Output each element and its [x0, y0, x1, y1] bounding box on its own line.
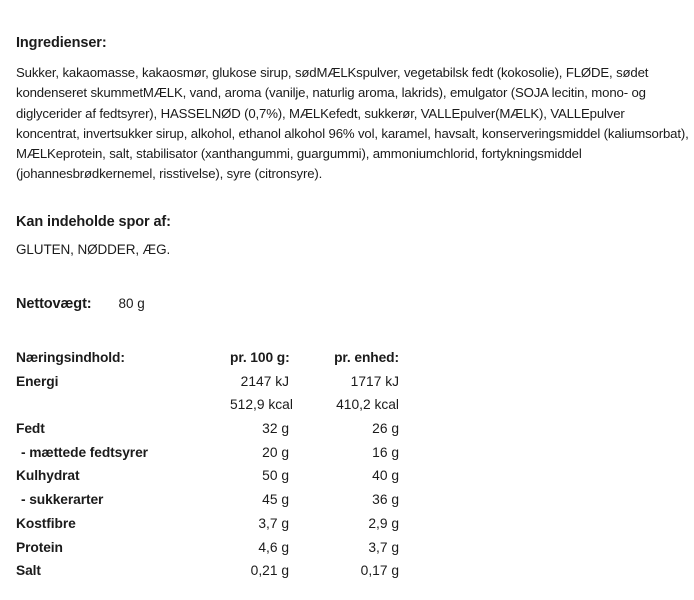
nutrition-row-per100: 32 g: [262, 421, 289, 437]
nutrition-row-label: - sukkerarter: [21, 492, 104, 508]
nutrition-row-per-unit: 26 g: [372, 421, 399, 437]
nutrition-row-label: - mættede fedtsyrer: [21, 444, 148, 460]
net-weight-value: 80 g: [118, 296, 145, 311]
nutrition-row-per100: 4,6 g: [258, 539, 289, 555]
nutrition-row-per-unit: 2,9 g: [368, 515, 399, 531]
net-weight-row: [16, 296, 145, 312]
nutrition-row-per100: 20 g: [262, 444, 289, 460]
nutrition-row-label: Kostfibre: [16, 515, 76, 531]
allergen-traces-heading: Kan indeholde spor af:: [16, 214, 171, 230]
nutrition-row-per-unit: 0,17 g: [360, 563, 399, 579]
nutrition-row-per-unit: 40 g: [372, 468, 399, 484]
nutrition-row-per100: 45 g: [262, 492, 289, 508]
nutrition-row-per100: 0,21 g: [250, 563, 289, 579]
ingredients-heading: Ingredienser:: [16, 35, 107, 51]
nutrition-row-per-unit: 410,2 kcal: [336, 397, 399, 413]
nutrition-row-label: Kulhydrat: [16, 468, 80, 484]
nutrition-row-per100: 50 g: [262, 468, 289, 484]
nutrition-row-label: Protein: [16, 539, 63, 555]
nutrition-row-per100: 3,7 g: [258, 515, 289, 531]
allergen-traces-text: GLUTEN, NØDDER, ÆG.: [16, 242, 171, 257]
nutrition-row-per-unit: 16 g: [372, 444, 399, 460]
nutrition-header-label: Næringsindhold:: [16, 350, 125, 365]
nutrition-row-per100: 2147 kJ: [240, 373, 289, 389]
ingredients-text: Sukker, kakaomasse, kakaosmør, glukose sirup, sødMÆLKspulver, vegetabilsk fedt (kokosolie), FLØDE, sødet kondenseret skummetMÆLK, vand, aroma (vanilje, naturlig aroma, lakrids), emulgator (SOJA lecitin, mono- og diglycerider af fedtsyrer), HASSELNØD (0,7%), MÆLKefedt, sukkerør, VALLEpulver(MÆLK), VALLEpulver koncentrat, invertsukker sirup, alkohol, ethanol alkohol 96% vol, karamel, havsalt, konserveringsmiddel (kaliumsorbat), MÆLKeprotein, salt, stabilisator (xanthangummi, guargummi), ammoniumchlorid, fortykningsmiddel (johannesbrødkernemel, risstivelse), syre (citronsyre).: [16, 65, 689, 182]
nutrition-row-label: [16, 393, 230, 417]
nutrition-header-per-unit: pr. enhed:: [334, 350, 399, 365]
net-weight-label: Nettovægt:: [16, 296, 92, 312]
nutrition-row-per100: 512,9 kcal: [230, 397, 293, 413]
nutrition-row-per-unit: 1717 kJ: [350, 373, 399, 389]
nutrition-row-per-unit: 36 g: [372, 492, 399, 508]
nutrition-row-label: Salt: [16, 563, 41, 579]
nutrition-header-per100: pr. 100 g:: [230, 350, 290, 365]
nutrition-row-label: Energi: [16, 373, 59, 389]
nutrition-row-per-unit: 3,7 g: [368, 539, 399, 555]
nutrition-table: [16, 346, 399, 583]
nutrition-row-label: Fedt: [16, 421, 45, 437]
